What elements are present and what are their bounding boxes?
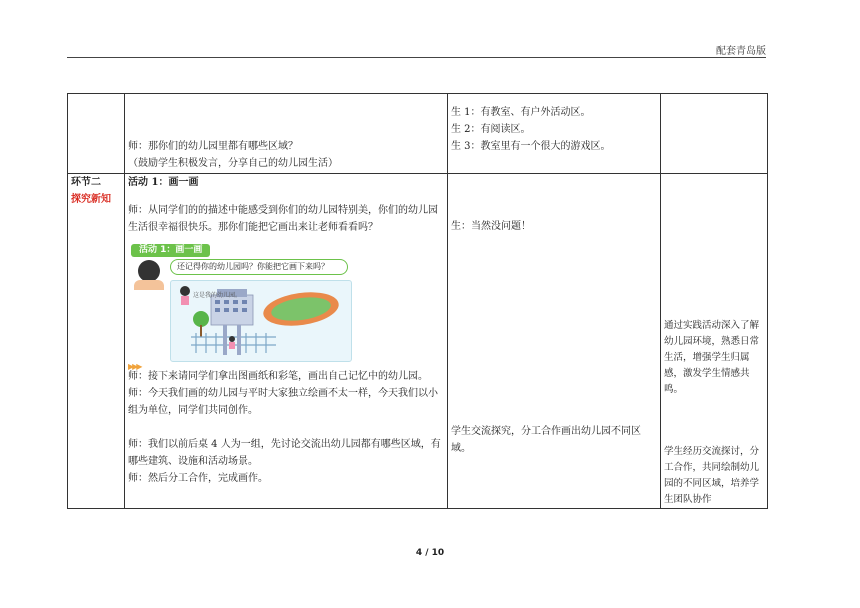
- student-activity-cell: [448, 94, 661, 174]
- teacher-note: （鼓励学生积极发言，分享自己的幼儿园生活）: [128, 158, 338, 169]
- student-activity: 学生交流探究，分工合作画出幼儿园不同区域。: [451, 426, 641, 454]
- table-row: [68, 174, 768, 509]
- lesson-plan-table: [67, 93, 768, 509]
- stage-cell: [68, 174, 125, 509]
- design-note: 学生经历交流探讨，分工合作，共同绘制幼儿园的不同区域，培养学生团队协作: [664, 446, 760, 505]
- student-line: 生 1：有教室、有户外活动区。: [451, 107, 591, 118]
- teacher-body-icon: [134, 280, 164, 290]
- speech-bubble: 还记得你的幼儿园吗？你能把它画下来吗？: [170, 259, 348, 275]
- teacher-intro: 师：从同学们的的描述中能感受到你们的幼儿园特别美，你们的幼儿园生活很幸福很快乐。那你们能把它画出来让老师看看吗？: [128, 205, 438, 233]
- page-number: 4 / 10: [415, 548, 445, 558]
- table-row: [68, 94, 768, 174]
- teacher-line: 师：今天我们画的幼儿园与平时大家独立绘画不太一样，今天我们以小组为单位，同学们共同创作。: [128, 388, 438, 416]
- teacher-line: 师：接下来请同学们拿出图画纸和彩笔，画出自己记忆中的幼儿园。: [128, 371, 428, 382]
- stage-name: 探究新知: [71, 194, 111, 205]
- teacher-question: 师：那你们的幼儿园里都有哪些区域？: [128, 141, 298, 152]
- design-intent-cell: [661, 94, 768, 174]
- student-answer: 生：当然没问题！: [451, 221, 531, 232]
- design-note: 通过实践活动深入了解幼儿园环境，熟悉日常生活，增强学生归属感，激发学生情感共鸣。: [664, 320, 760, 395]
- header-divider: [67, 57, 766, 58]
- activity-illustration: [128, 244, 352, 371]
- teacher-avatar-icon: [138, 260, 160, 282]
- student-activity-cell: [448, 174, 661, 509]
- activity-title: 活动 1：画一画: [128, 177, 199, 188]
- teacher-activity-cell: [125, 174, 448, 509]
- student-line: 生 3：教室里有一个很大的游戏区。: [451, 141, 611, 152]
- stage-cell: [68, 94, 125, 174]
- stage-label: 环节二: [71, 177, 101, 188]
- teacher-activity-cell: [125, 94, 448, 174]
- design-intent-cell: [661, 174, 768, 509]
- student-line: 生 2：有阅读区。: [451, 124, 531, 135]
- teacher-line: 师：然后分工合作，完成画作。: [128, 473, 268, 484]
- teacher-line: 师：我们以前后桌 4 人为一组，先讨论交流出幼儿园都有哪些区域，有哪些建筑、设施和活动场景。: [128, 439, 441, 467]
- drawing-panel: [170, 280, 352, 362]
- activity-badge: 活动 1：画一画: [131, 244, 210, 257]
- drawing-caption: 这是我的幼儿园。: [193, 292, 242, 299]
- document-header: 配套青岛版: [716, 46, 766, 57]
- arrows-icon: ▶▶▶: [128, 362, 141, 371]
